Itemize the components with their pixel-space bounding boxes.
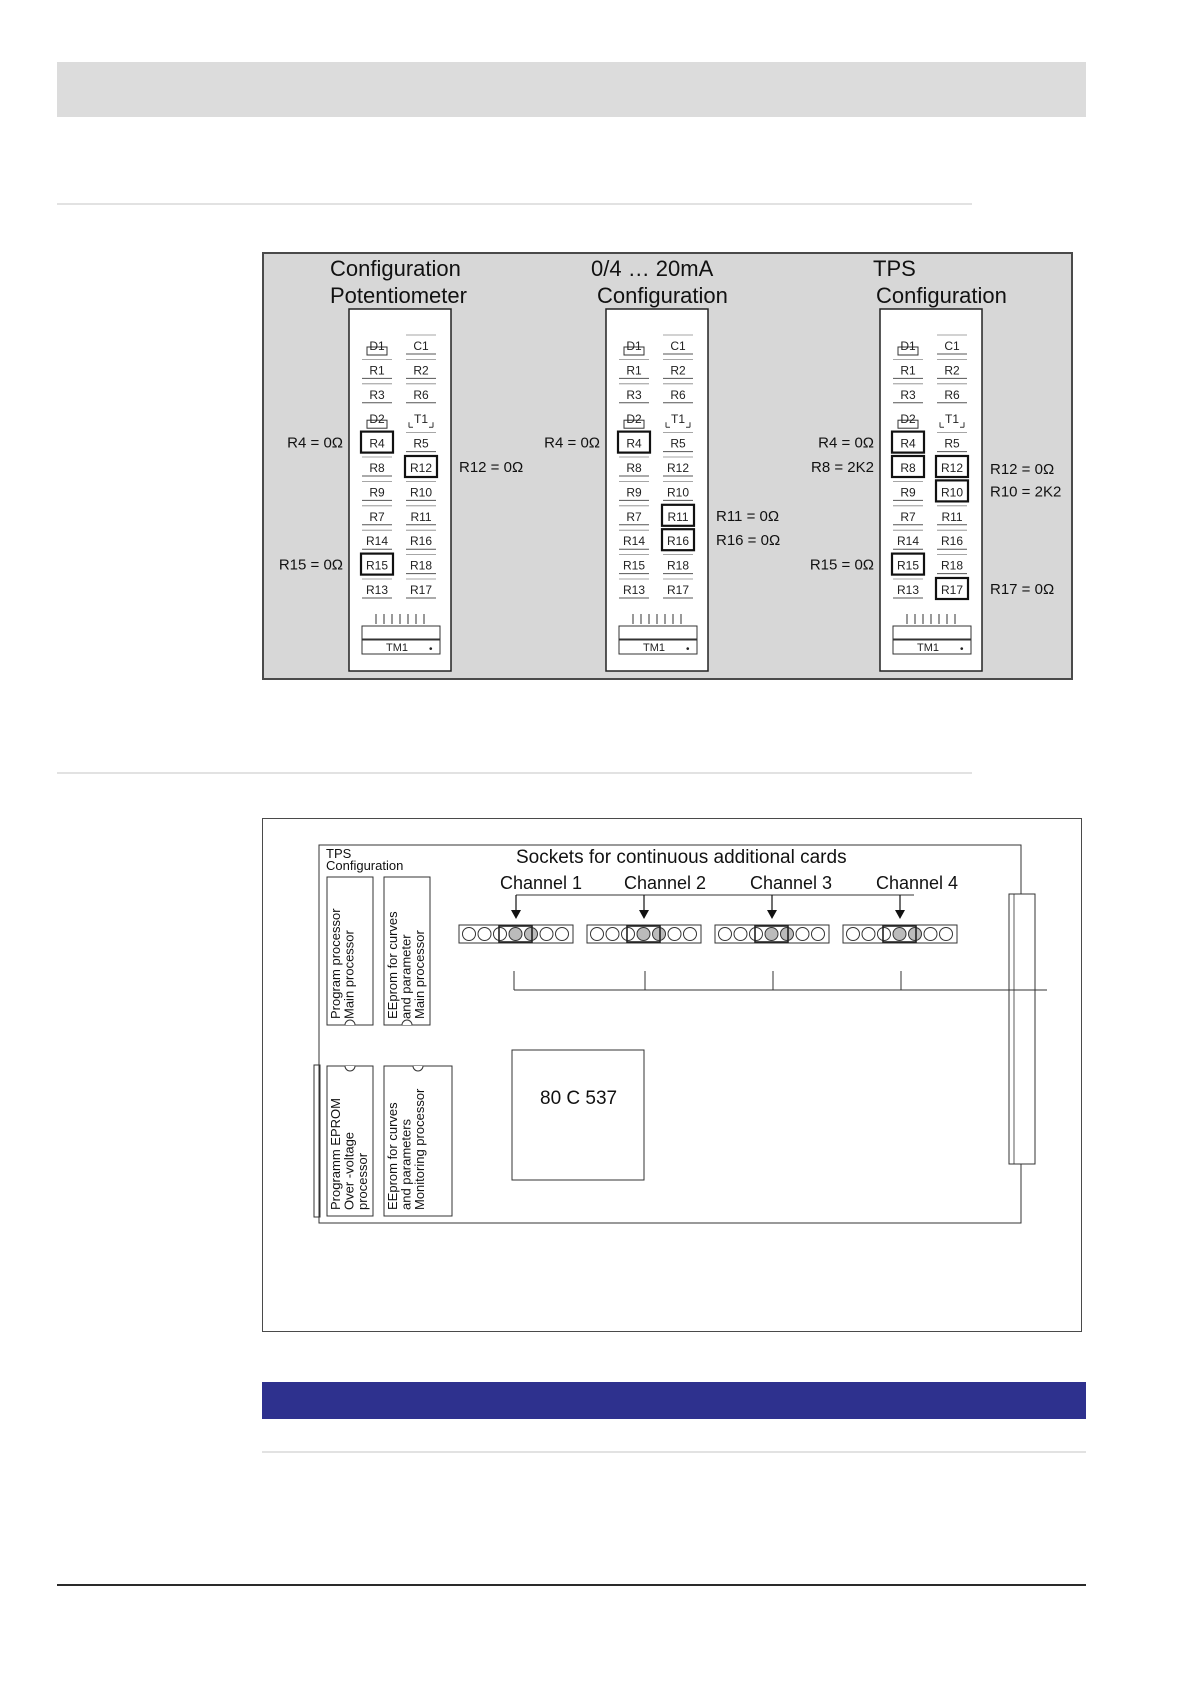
annotation-left: R15 = 0Ω [809,556,874,574]
microcontroller-label: 80 C 537 [540,1088,618,1109]
socket-pin [509,928,522,941]
socket-pin [878,928,891,941]
component-label: R15 [896,558,920,573]
component-label: T1 [670,412,686,427]
socket-pin [812,928,825,941]
component-r4 [892,432,924,453]
microcontroller-chip [512,1050,644,1180]
component-d1 [367,339,387,355]
component-label: R14 [622,534,646,549]
eeprom-main-ic [384,877,430,1025]
component-label: R17 [409,583,433,597]
component-label: R2 [413,363,429,378]
section-divider-middle [57,772,972,774]
socket-pin [765,928,778,941]
socket-pin [684,928,697,941]
ic-text-line: EEprom for curves [385,1102,400,1210]
component-r4 [618,432,650,453]
component-label: R13 [622,583,646,597]
connector-dot: • [686,644,690,655]
component-label: T1 [413,412,429,427]
socket-pin [494,928,507,941]
socket-pin [622,928,635,941]
socket-pin [734,928,747,941]
ic-text-line: and parameter [398,934,414,1019]
socket-pin [540,928,553,941]
component-label: R11 [410,509,432,524]
component-r11 [662,505,694,526]
edge-connector [1009,894,1035,1164]
socket-pin [525,928,538,941]
socket-pin [653,928,666,941]
component-d2 [367,412,387,428]
program-eprom-ic [327,1066,373,1216]
section-heading-bar [262,1382,1086,1419]
socket-pin [637,928,650,941]
component-label: R18 [666,558,690,573]
component-label: R17 [940,583,964,597]
board-layout-figure [262,818,1082,1332]
channel-label-2: Channel 2 [624,873,707,893]
annotation-right: R10 = 2K2 [990,483,1062,501]
component-label: R6 [670,387,686,402]
component-label: C1 [670,339,686,353]
component-r12 [936,456,968,477]
component-label: R8 [369,461,385,475]
component-label: R9 [900,485,916,500]
socket-pin [478,928,491,941]
tps-label-line2: Configuration [326,858,404,873]
socket-pin [591,928,604,941]
connector-dot: • [429,644,433,655]
annotation-right: R12 = 0Ω [459,459,524,476]
component-label: R16 [940,534,964,549]
component-label: R12 [940,461,964,475]
component-label: R7 [626,509,642,524]
component-label: R12 [666,461,690,475]
component-r15 [892,554,924,575]
component-d1 [624,339,644,355]
header-bar [57,62,1086,117]
eeprom-monitoring-ic [384,1066,452,1216]
component-label: R3 [369,387,385,402]
component-d2 [624,412,644,428]
component-label: R11 [667,509,689,524]
component-label: R2 [670,363,686,378]
component-label: R7 [900,509,916,524]
component-r10 [936,480,968,501]
channel-arrowhead-3 [767,910,777,919]
socket-pin [862,928,875,941]
annotation-left: R15 = 0Ω [278,556,343,574]
component-label: R1 [900,363,916,378]
ic-text-line: Program processor [328,908,343,1019]
channel-label-4: Channel 4 [876,873,959,893]
ic-text-line: EEprom for curves [385,911,400,1019]
component-r4 [361,432,393,453]
component-label: R6 [944,387,960,402]
component-label: R12 [409,461,433,475]
ic-text-line: Programm EPROM [328,1098,343,1210]
annotation-right: R17 = 0Ω [990,581,1055,598]
board-title-line2: Configuration [876,283,1007,308]
component-label: R4 [626,436,642,451]
socket-pin [893,928,906,941]
component-label: R10 [409,485,433,500]
component-label: R16 [409,534,433,549]
channel-label-1: Channel 1 [500,873,583,893]
board-title-line1: 0/4 … 20mA [591,256,714,281]
sockets-title: Sockets for continuous additional cards [516,847,847,868]
board-3 [810,256,1061,671]
component-label: D2 [626,412,642,427]
component-r16 [662,529,694,550]
component-label: R18 [409,558,433,573]
connector-label: TM1 [386,642,408,654]
component-label: R7 [369,509,385,524]
socket-pin [750,928,763,941]
configuration-diagram [264,254,1071,678]
board-title-line2: Potentiometer [330,283,467,308]
component-label: R10 [666,485,690,500]
channel-arrowhead-2 [639,910,649,919]
component-label: R13 [896,583,920,597]
component-label: R5 [670,436,686,451]
component-label: R9 [369,485,385,500]
component-label: R18 [940,558,964,573]
socket-pin [796,928,809,941]
component-label: R11 [941,509,963,524]
socket-pin [556,928,569,941]
channel-arrowhead-4 [895,910,905,919]
component-label: R8 [900,461,916,475]
socket-pin [847,928,860,941]
annotation-left: R4 = 0Ω [818,434,874,452]
socket-pin [668,928,681,941]
component-label: R10 [940,485,964,500]
component-label: R14 [896,534,920,549]
component-r15 [361,554,393,575]
program-processor-ic [327,877,373,1025]
annotation-left: R8 = 2K2 [811,459,874,476]
component-d2 [898,412,918,428]
board-1 [279,256,523,671]
footer-rule [57,1584,1086,1586]
annotation-right: R16 = 0Ω [716,532,781,550]
connector-label: TM1 [643,642,665,654]
ic-text-line: Monitoring processor [412,1088,427,1210]
component-label: R16 [666,534,690,549]
component-label: R4 [900,436,916,451]
component-label: R15 [622,558,646,573]
ic-text-line: and parameters [398,1118,414,1210]
ic-text-line: Main processor [412,930,427,1019]
component-label: D1 [369,339,385,353]
component-label: D2 [900,412,916,427]
socket-pin [606,928,619,941]
component-label: R6 [413,387,429,402]
component-r12 [405,456,437,477]
board-2 [544,256,780,671]
board-title-line2: Configuration [597,283,728,308]
component-label: R8 [626,461,642,475]
section-divider-top [57,203,972,205]
component-label: T1 [944,412,960,427]
ic-text-line: processor [355,1152,370,1210]
component-label: R1 [369,363,385,378]
socket-pin [940,928,953,941]
component-label: R17 [666,583,690,597]
annotation-left: R4 = 0Ω [544,434,600,452]
component-label: R3 [900,387,916,402]
board-title-line1: TPS [873,256,916,281]
component-label: R5 [413,436,429,451]
annotation-right: R12 = 0Ω [990,461,1055,478]
ic-text-line: Main processor [341,930,357,1019]
component-label: R13 [365,583,389,597]
socket-pin [924,928,937,941]
board-title-line1: Configuration [330,256,461,281]
component-label: R15 [365,558,389,573]
component-label: C1 [413,339,429,353]
component-d1 [898,339,918,355]
socket-pin [781,928,794,941]
connector-label: TM1 [917,642,939,654]
connector-dot: • [960,644,964,655]
tps-label-line1: TPS [326,846,352,861]
section-divider-bottom [262,1451,1086,1453]
annotation-left: R4 = 0Ω [287,434,343,452]
component-label: R2 [944,363,960,378]
component-r17 [936,578,968,599]
component-r8 [892,456,924,477]
socket-pin [909,928,922,941]
configuration-figure [262,252,1073,680]
annotation-right: R11 = 0Ω [716,507,780,525]
board-layout-diagram [263,819,1080,1330]
component-label: R1 [626,363,642,378]
channel-arrowhead-1 [511,910,521,919]
ic-text-line: Over -voltage [341,1131,357,1210]
component-label: R4 [369,436,385,451]
component-label: D2 [369,412,385,427]
component-label: R14 [365,534,389,549]
component-label: D1 [900,339,916,353]
component-label: R9 [626,485,642,500]
channel-label-3: Channel 3 [750,873,833,893]
socket-pin [719,928,732,941]
component-label: R3 [626,387,642,402]
socket-pin [463,928,476,941]
component-label: C1 [944,339,960,353]
component-label: R5 [944,436,960,451]
component-label: D1 [626,339,642,353]
